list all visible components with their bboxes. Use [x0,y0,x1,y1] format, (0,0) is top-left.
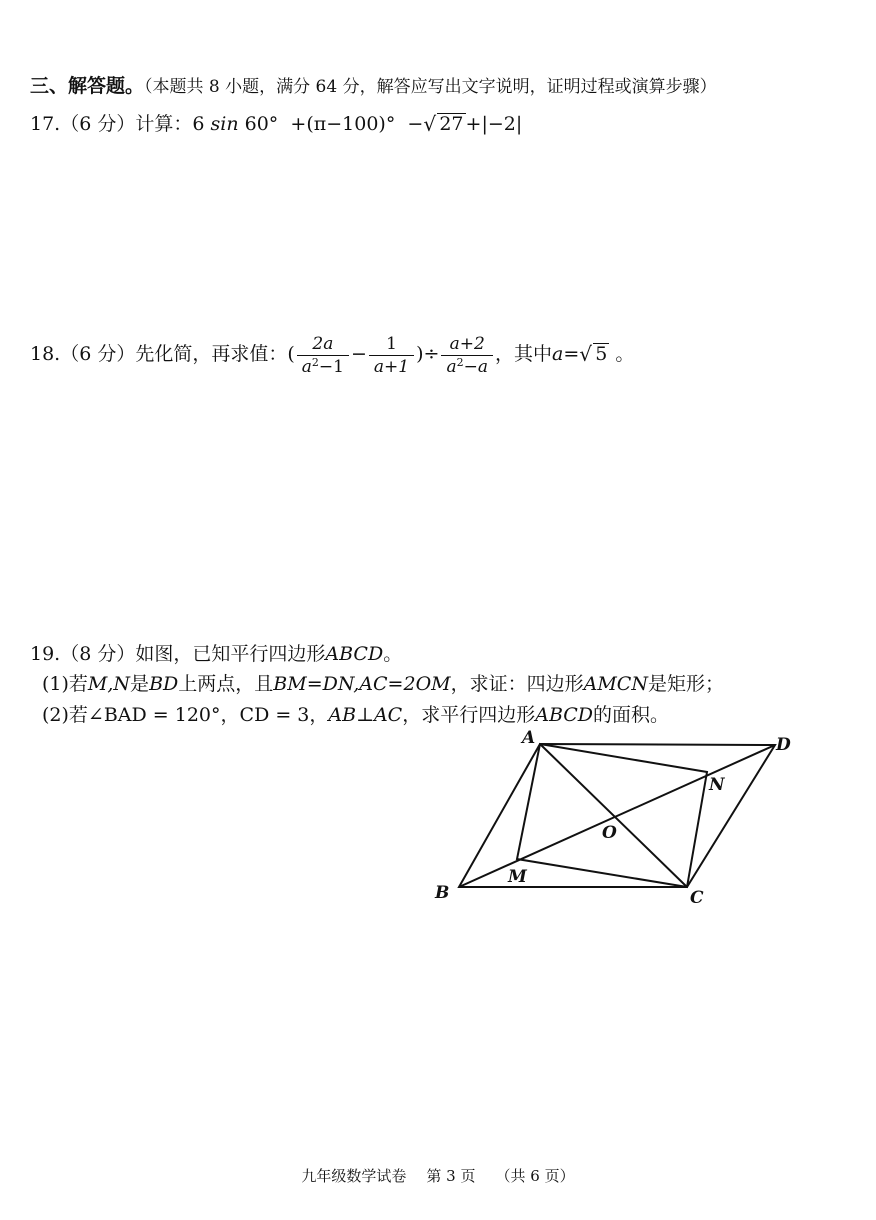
radical-sign-icon: √ [423,112,437,136]
radical-sign-icon: √ [579,342,592,366]
footer-subject: 九年级数学试卷 [301,1167,407,1185]
section-note: （本题共 8 小题，满分 64 分，解答应写出文字说明，证明过程或演算步骤） [144,77,717,97]
q17-minus: − [407,113,424,135]
q18-f1-num: 2a [297,333,349,356]
q19-intro-name: ABCD [325,643,384,665]
q17-term2: +(π−100)° [290,113,396,135]
label-b: B [435,883,450,903]
q18-where: ，其中 [494,343,552,365]
q18-f3-den: $a^2-a$ [446,355,488,377]
q18-number: 18. [30,343,61,365]
section-title: 三、解答题。 [30,75,145,97]
q17-number: 17. [30,113,61,135]
footer-page: 第 3 页 [426,1167,476,1185]
page-footer [0,1166,876,1186]
q18-fraction-3 [441,333,493,378]
q18-minus: − [350,343,367,365]
q17-tail: +|−2| [465,113,523,135]
q18-end: 。 [615,343,635,365]
q18-f2-num: 1 [369,333,414,356]
q18-radicand: 5 [595,343,608,365]
diagonal-bd [459,745,775,887]
q18-f2-den: a+1 [373,356,410,377]
q18-points: （6 分） [60,343,136,365]
q19-intro-end: 。 [383,643,403,665]
q18-sqrt [579,330,609,378]
label-d: D [776,735,791,755]
label-o: O [602,823,617,843]
q19-part-1: (1)若M,N是BD上两点，且BM=DN,AC=2OM，求证：四边形AMCN是矩形； [42,673,724,695]
footer-total: （共 6 页） [495,1167,575,1185]
question-18 [30,330,634,378]
q17-sqrt [423,112,465,136]
q18-f3-num: a+2 [441,333,493,356]
q17-radicand: 27 [439,113,464,135]
q17-prefix: 计算：6 [135,113,205,135]
question-17 [30,112,522,136]
q19-number: 19. [30,643,61,665]
q18-a-eq: a= [552,343,580,365]
label-m: M [508,867,527,887]
q19-points: （8 分） [60,643,136,665]
q18-fraction-1 [297,333,349,378]
diagonal-ac [540,744,687,887]
q17-sin: sin [210,113,239,135]
quadrilateral-amcn [517,744,707,887]
label-c: C [690,888,704,908]
question-19 [30,642,402,666]
q18-fraction-2 [369,333,414,378]
q18-f1-den: $a^2-1$ [301,355,344,377]
section-header [30,74,717,99]
parallelogram-abcd [459,744,775,887]
q18-div: )÷ [416,343,440,365]
label-n: N [709,775,725,795]
q19-intro: 如图，已知平行四边形 [135,643,326,665]
label-a: A [522,728,536,748]
q19-part-2: (2)若∠BAD = 120°，CD = 3，AB⊥AC，求平行四边形ABCD的面积。 [42,704,670,726]
q18-prefix: 先化简，再求值：( [135,343,295,365]
q17-angle: 60° [244,113,279,135]
q17-points: （6 分） [60,113,136,135]
